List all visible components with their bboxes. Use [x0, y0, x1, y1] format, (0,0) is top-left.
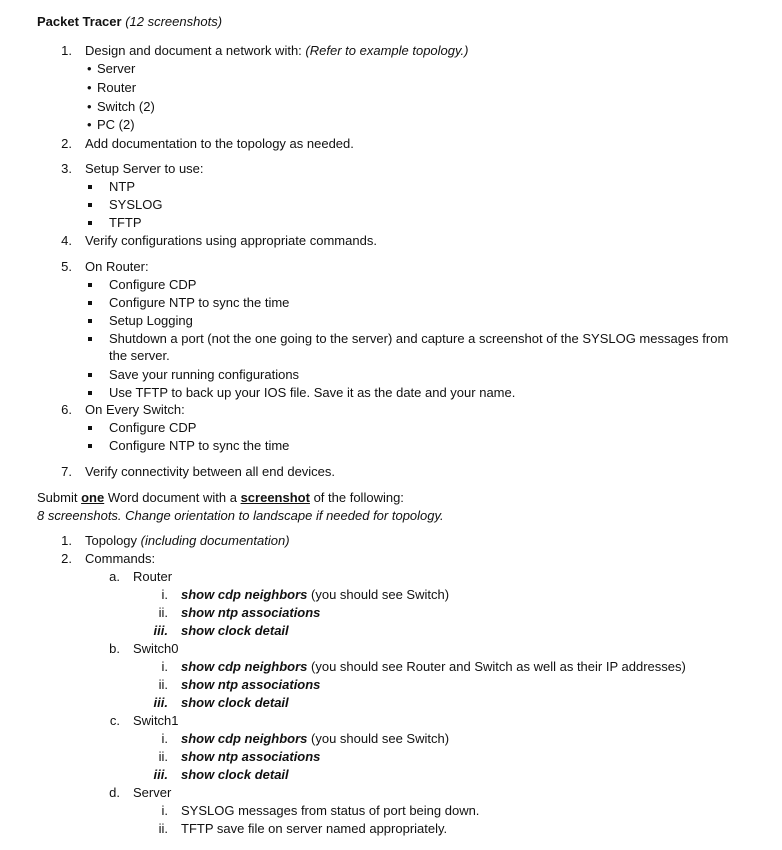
command-note: (you should see Router and Switch as well as their IP addresses) — [311, 659, 686, 674]
list-item-continuation: the server. — [109, 348, 170, 363]
submit-screenshot: screenshot — [240, 490, 310, 505]
step-text: Verify configurations using appropriate commands. — [85, 233, 377, 248]
roman-number: ii. — [158, 749, 168, 764]
command-text: show cdp neighbors — [181, 731, 308, 746]
step-number: 1. — [61, 43, 72, 58]
bullet-icon: • — [87, 61, 92, 76]
bullet-icon: • — [87, 99, 92, 114]
deliverable-commands: Commands: — [85, 551, 156, 566]
step-number: 6. — [61, 402, 72, 417]
step-text — [85, 43, 468, 59]
step-text: Add documentation to the topology as needed. — [85, 136, 354, 151]
command-text: show clock detail — [181, 695, 289, 710]
list-item: Server — [97, 61, 136, 76]
list-item: Switch (2) — [97, 99, 155, 114]
step-number: 2. — [61, 551, 72, 566]
submit-suffix: of the following: — [313, 490, 404, 505]
roman-number: ii. — [158, 821, 168, 836]
group-letter: a. — [109, 569, 120, 584]
submit-instructions — [37, 490, 404, 506]
step-number: 2. — [61, 136, 72, 151]
command-text: show cdp neighbors — [181, 659, 308, 674]
list-item: Save your running configurations — [109, 367, 300, 382]
command-item — [181, 659, 686, 675]
roman-number: ii. — [158, 605, 168, 620]
bullet-icon — [88, 283, 92, 287]
bullet-icon — [88, 301, 92, 305]
roman-number: iii. — [153, 767, 168, 782]
step-1-italic: (Refer to example topology.) — [305, 43, 469, 58]
group-name: Server — [133, 785, 172, 800]
bullet-icon — [88, 426, 92, 430]
bullet-icon — [88, 221, 92, 225]
list-item: Configure NTP to sync the time — [109, 295, 290, 310]
step-number: 7. — [61, 464, 72, 479]
step-text: On Router: — [85, 259, 149, 274]
list-item: Configure CDP — [109, 420, 197, 435]
title-bold: Packet Tracer — [37, 14, 122, 29]
server-item: TFTP save file on server named appropriately. — [181, 821, 448, 836]
list-item: Shutdown a port (not the one going to the server) and capture a screenshot of the SYSLOG messages from — [109, 331, 729, 346]
submit-note: 8 screenshots. Change orientation to landscape if needed for topology. — [37, 508, 444, 523]
roman-number: iii. — [153, 695, 168, 710]
group-letter: d. — [109, 785, 120, 800]
command-text: show clock detail — [181, 767, 289, 782]
roman-number: i. — [161, 803, 168, 818]
step-1-text: Design and document a network with: — [85, 43, 302, 58]
step-number: 1. — [61, 533, 72, 548]
bullet-icon — [88, 203, 92, 207]
command-note: (you should see Switch) — [311, 587, 450, 602]
bullet-icon — [88, 373, 92, 377]
bullet-icon — [88, 185, 92, 189]
list-item: NTP — [109, 179, 135, 194]
submit-prefix: Submit — [37, 490, 78, 505]
bullet-icon: • — [87, 117, 92, 132]
group-name: Router — [133, 569, 173, 584]
list-item: Configure CDP — [109, 277, 197, 292]
command-text: show ntp associations — [181, 677, 321, 692]
step-text: On Every Switch: — [85, 402, 185, 417]
group-letter: b. — [109, 641, 120, 656]
page-title — [37, 14, 222, 30]
command-text: show ntp associations — [181, 605, 321, 620]
deliverable-topology-text: Topology — [85, 533, 138, 548]
bullet-icon — [88, 337, 92, 341]
bullet-icon: • — [87, 80, 92, 95]
list-item: PC (2) — [97, 117, 135, 132]
command-text: show cdp neighbors — [181, 587, 308, 602]
command-text: show clock detail — [181, 623, 289, 638]
step-number: 5. — [61, 259, 72, 274]
step-text: Verify connectivity between all end devices. — [85, 464, 336, 479]
list-item: Router — [97, 80, 137, 95]
group-letter: c. — [109, 713, 120, 728]
group-name: Switch1 — [133, 713, 179, 728]
command-text: show ntp associations — [181, 749, 321, 764]
roman-number: i. — [161, 731, 168, 746]
command-item — [181, 731, 449, 747]
deliverable-topology-italic: (including documentation) — [140, 533, 290, 548]
list-item: Configure NTP to sync the time — [109, 438, 290, 453]
step-number: 3. — [61, 161, 72, 176]
bullet-icon — [88, 391, 92, 395]
title-italic: (12 screenshots) — [125, 14, 223, 29]
step-text: Setup Server to use: — [85, 161, 204, 176]
step-number: 4. — [61, 233, 72, 248]
deliverable-topology — [85, 533, 290, 549]
submit-one: one — [81, 490, 105, 505]
list-item: TFTP — [109, 215, 142, 230]
submit-mid: Word document with a — [107, 490, 237, 505]
roman-number: i. — [161, 587, 168, 602]
roman-number: i. — [161, 659, 168, 674]
roman-number: iii. — [153, 623, 168, 638]
bullet-icon — [88, 444, 92, 448]
list-item: SYSLOG — [109, 197, 163, 212]
server-item: SYSLOG messages from status of port being down. — [181, 803, 480, 818]
command-item — [181, 587, 449, 603]
command-note: (you should see Switch) — [311, 731, 450, 746]
roman-number: ii. — [158, 677, 168, 692]
bullet-icon — [88, 319, 92, 323]
group-name: Switch0 — [133, 641, 179, 656]
list-item: Use TFTP to back up your IOS file. Save it as the date and your name. — [109, 385, 516, 400]
list-item: Setup Logging — [109, 313, 193, 328]
